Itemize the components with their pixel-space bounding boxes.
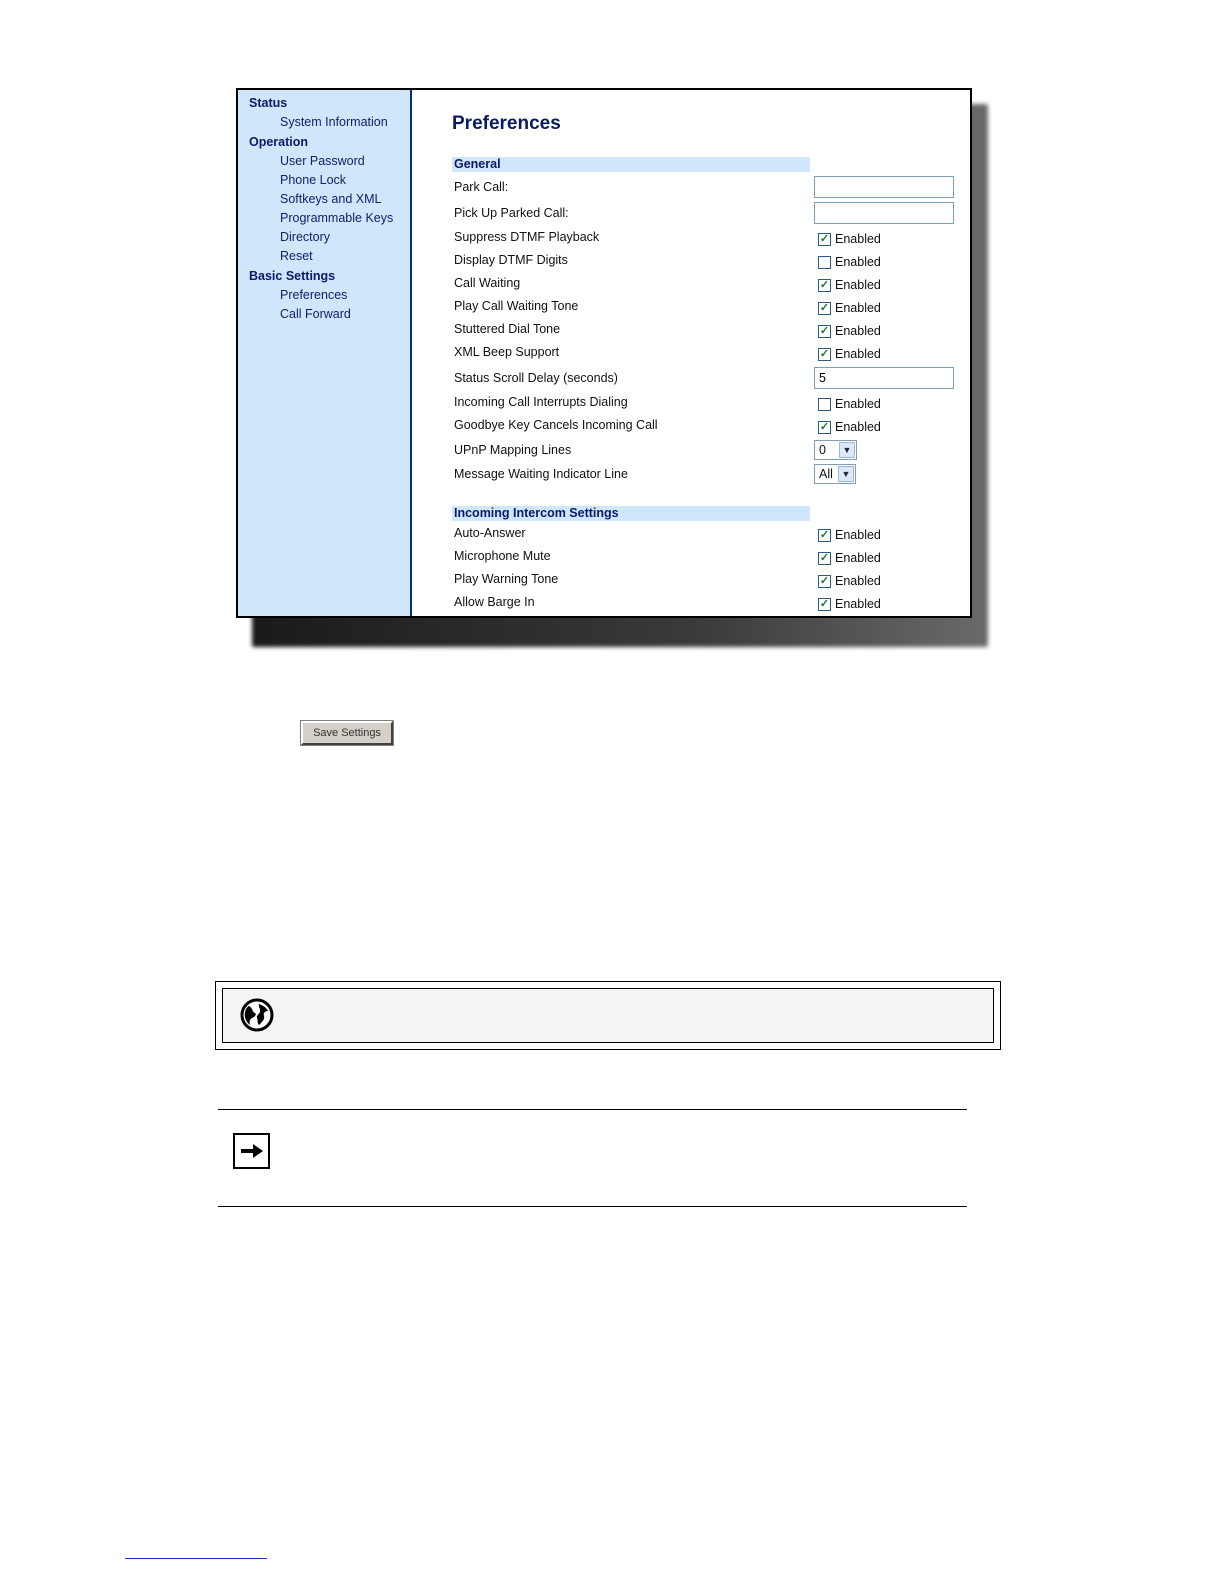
page-title: Preferences bbox=[452, 113, 561, 134]
main-panel bbox=[412, 90, 970, 616]
note-box bbox=[215, 981, 1001, 1050]
goodbye-key-cancels-incoming-call-enabled-label: Enabled bbox=[835, 420, 881, 434]
xml-beep-support-option bbox=[818, 347, 881, 361]
call-waiting-label: Call Waiting bbox=[454, 276, 521, 290]
suppress-dtmf-playback-option bbox=[818, 232, 881, 246]
incoming-call-interrupts-dialing-enabled-label: Enabled bbox=[835, 397, 881, 411]
stuttered-dial-tone-checkbox[interactable] bbox=[818, 325, 831, 338]
sidebar-item-user-password[interactable]: User Password bbox=[280, 154, 365, 168]
pick-up-parked-call-input[interactable] bbox=[814, 202, 954, 224]
call-waiting-option bbox=[818, 278, 881, 292]
sidebar-nav bbox=[238, 90, 412, 616]
auto-answer-checkbox[interactable] bbox=[818, 529, 831, 542]
incoming-call-interrupts-dialing-label: Incoming Call Interrupts Dialing bbox=[454, 395, 628, 409]
status-scroll-delay-label: Status Scroll Delay (seconds) bbox=[454, 371, 618, 385]
footer-rule bbox=[125, 1558, 267, 1559]
checkmark-icon: ✓ bbox=[819, 420, 830, 433]
play-call-waiting-tone-enabled-label: Enabled bbox=[835, 301, 881, 315]
sidebar-item-directory[interactable]: Directory bbox=[280, 230, 331, 244]
xml-beep-support-enabled-label: Enabled bbox=[835, 347, 881, 361]
play-warning-tone-enabled-label: Enabled bbox=[835, 574, 881, 588]
allow-barge-in-enabled-label: Enabled bbox=[835, 597, 881, 611]
checkmark-icon: ✓ bbox=[819, 528, 830, 541]
checkmark-icon: ✓ bbox=[819, 232, 830, 245]
microphone-mute-checkbox[interactable] bbox=[818, 552, 831, 565]
chevron-down-icon: ▼ bbox=[839, 442, 855, 458]
checkmark-icon: ✓ bbox=[819, 597, 830, 610]
sidebar-item-programmable-keys[interactable]: Programmable Keys bbox=[280, 211, 394, 225]
pick-up-parked-call-label: Pick Up Parked Call: bbox=[454, 206, 569, 220]
goodbye-key-cancels-incoming-call-checkbox[interactable] bbox=[818, 421, 831, 434]
upnp-mapping-lines-label: UPnP Mapping Lines bbox=[454, 443, 572, 457]
display-dtmf-digits-enabled-label: Enabled bbox=[835, 255, 881, 269]
call-waiting-enabled-label: Enabled bbox=[835, 278, 881, 292]
play-call-waiting-tone-option bbox=[818, 301, 881, 315]
checkmark-icon: ✓ bbox=[819, 324, 830, 337]
xml-beep-support-label: XML Beep Support bbox=[454, 345, 560, 359]
microphone-mute-enabled-label: Enabled bbox=[835, 551, 881, 565]
sidebar-item-softkeys-and-xml[interactable]: Softkeys and XML bbox=[280, 192, 382, 206]
microphone-mute-label: Microphone Mute bbox=[454, 549, 551, 563]
stuttered-dial-tone-option bbox=[818, 324, 881, 338]
mwi-line-select[interactable] bbox=[814, 464, 856, 484]
stuttered-dial-tone-enabled-label: Enabled bbox=[835, 324, 881, 338]
auto-answer-option bbox=[818, 528, 881, 542]
upnp-mapping-lines-value: 0 bbox=[819, 443, 826, 457]
xml-beep-support-checkbox[interactable] bbox=[818, 348, 831, 361]
sidebar-item-basic-settings[interactable]: Basic Settings bbox=[249, 269, 336, 283]
mwi-line-value: All bbox=[819, 467, 833, 481]
mwi-line-label: Message Waiting Indicator Line bbox=[454, 467, 628, 481]
checkmark-icon: ✓ bbox=[819, 551, 830, 564]
play-call-waiting-tone-label: Play Call Waiting Tone bbox=[454, 299, 579, 313]
globe-icon bbox=[240, 998, 274, 1032]
tip-bottom-rule bbox=[218, 1206, 967, 1207]
play-warning-tone-label: Play Warning Tone bbox=[454, 572, 559, 586]
allow-barge-in-checkbox[interactable] bbox=[818, 598, 831, 611]
suppress-dtmf-playback-checkbox[interactable] bbox=[818, 233, 831, 246]
microphone-mute-option bbox=[818, 551, 881, 565]
status-scroll-delay-input[interactable] bbox=[814, 367, 954, 389]
section-header-intercom: Incoming Intercom Settings bbox=[452, 506, 810, 521]
upnp-mapping-lines-select[interactable] bbox=[814, 440, 857, 460]
auto-answer-enabled-label: Enabled bbox=[835, 528, 881, 542]
chevron-down-icon: ▼ bbox=[838, 466, 854, 482]
allow-barge-in-label: Allow Barge In bbox=[454, 595, 535, 609]
section-header-general: General bbox=[452, 157, 810, 172]
display-dtmf-digits-checkbox[interactable] bbox=[818, 256, 831, 269]
call-waiting-checkbox[interactable] bbox=[818, 279, 831, 292]
goodbye-key-cancels-incoming-call-option bbox=[818, 420, 881, 434]
save-settings-button[interactable]: Save Settings bbox=[301, 721, 393, 745]
checkmark-icon: ✓ bbox=[819, 347, 830, 360]
suppress-dtmf-playback-enabled-label: Enabled bbox=[835, 232, 881, 246]
display-dtmf-digits-option bbox=[818, 255, 881, 269]
auto-answer-label: Auto-Answer bbox=[454, 526, 526, 540]
sidebar-item-system-information[interactable]: System Information bbox=[280, 115, 388, 129]
park-call-input[interactable] bbox=[814, 176, 954, 198]
tip-top-rule bbox=[218, 1109, 967, 1110]
checkmark-icon: ✓ bbox=[819, 301, 830, 314]
play-call-waiting-tone-checkbox[interactable] bbox=[818, 302, 831, 315]
display-dtmf-digits-label: Display DTMF Digits bbox=[454, 253, 568, 267]
web-ui-screenshot bbox=[236, 88, 972, 618]
incoming-call-interrupts-dialing-option bbox=[818, 397, 881, 411]
arrow-right-icon bbox=[233, 1133, 270, 1169]
sidebar-item-call-forward[interactable]: Call Forward bbox=[280, 307, 351, 321]
suppress-dtmf-playback-label: Suppress DTMF Playback bbox=[454, 230, 600, 244]
stuttered-dial-tone-label: Stuttered Dial Tone bbox=[454, 322, 561, 336]
sidebar-item-status[interactable]: Status bbox=[249, 96, 288, 110]
sidebar-item-operation[interactable]: Operation bbox=[249, 135, 309, 149]
play-warning-tone-option bbox=[818, 574, 881, 588]
sidebar-item-phone-lock[interactable]: Phone Lock bbox=[280, 173, 347, 187]
sidebar-item-preferences[interactable]: Preferences bbox=[280, 288, 348, 302]
sidebar-item-reset[interactable]: Reset bbox=[280, 249, 313, 263]
checkmark-icon: ✓ bbox=[819, 278, 830, 291]
park-call-label: Park Call: bbox=[454, 180, 509, 194]
note-box-inner bbox=[222, 988, 994, 1043]
allow-barge-in-option bbox=[818, 597, 881, 611]
play-warning-tone-checkbox[interactable] bbox=[818, 575, 831, 588]
checkmark-icon: ✓ bbox=[819, 574, 830, 587]
incoming-call-interrupts-dialing-checkbox[interactable] bbox=[818, 398, 831, 411]
goodbye-key-cancels-incoming-call-label: Goodbye Key Cancels Incoming Call bbox=[454, 418, 658, 432]
